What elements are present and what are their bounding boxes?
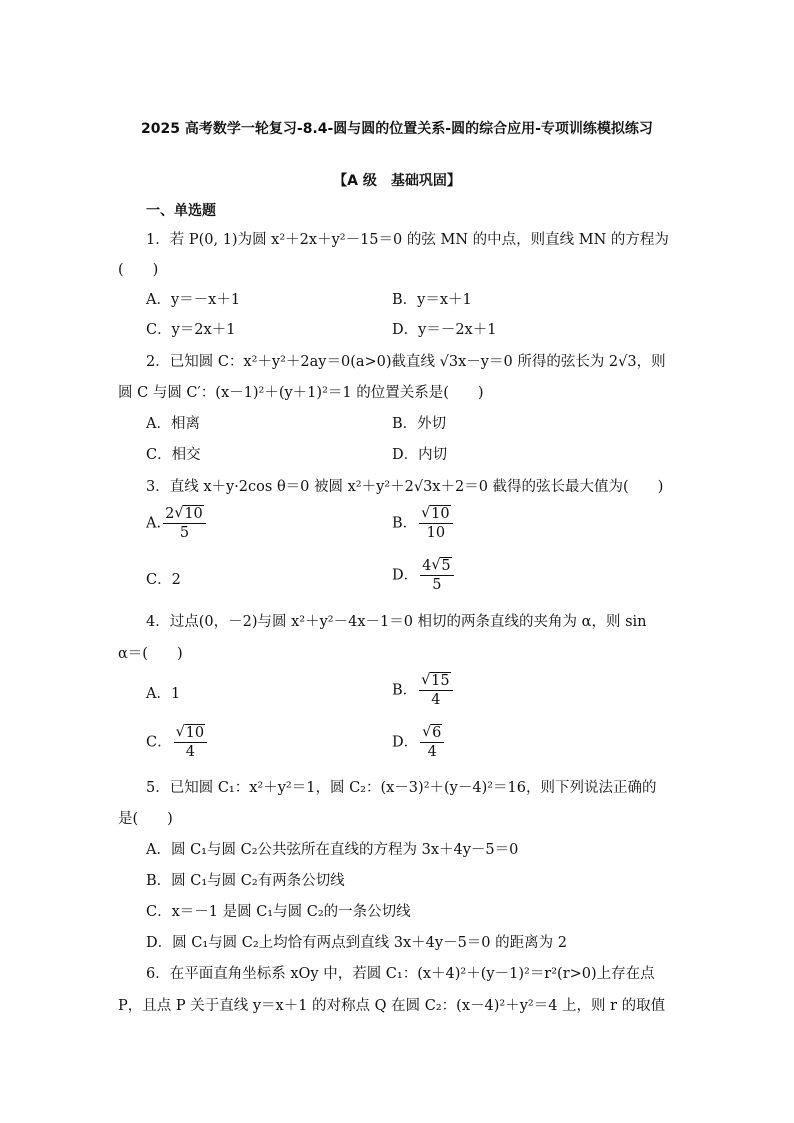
document-title: 2025 高考数学一轮复习-8.4-圆与圆的位置关系-圆的综合应用-专项训练模拟练习: [141, 121, 653, 137]
q4-option-d-fraction: √ $\frac{6}{4}$: [420, 724, 444, 761]
q4-option-a: A．1: [146, 686, 181, 702]
q3-option-b: [392, 505, 455, 542]
q3-option-a: [146, 505, 208, 542]
q4-option-c-label: C．: [146, 734, 172, 751]
q3-option-a-fraction: $\frac{2√ 10}{5}$: [163, 505, 206, 542]
q5-option-c: C．x＝－1 是圆 C₁与圆 C₂的一条公切线: [146, 904, 411, 920]
q3-option-d: [392, 557, 456, 594]
q2-option-d: D．内切: [392, 447, 448, 463]
q4-stem-line1: 4．过点(0，－2)与圆 x²＋y²－4x－1＝0 相切的两条直线的夹角为 α，则 sin: [146, 614, 647, 630]
q6-stem-line1: 6．在平面直角坐标系 xOy 中，若圆 C₁：(x＋4)²＋(y－1)²＝r²(r>0)上存在点: [146, 966, 655, 982]
q3-option-c: C．2: [146, 572, 181, 588]
q1-stem-line2: ( ): [118, 262, 159, 278]
q3-option-a-label: A.: [146, 515, 162, 532]
q1-option-a: A．y＝－x＋1: [146, 292, 241, 308]
q4-option-d-label: D．: [392, 734, 419, 751]
q1-option-b: B．y＝x＋1: [392, 292, 472, 308]
q2-option-c: C．相交: [146, 447, 201, 463]
q6-stem-line2: P，且点 P 关于直线 y＝x＋1 的对称点 Q 在圆 C₂：(x－4)²＋y²＝4 上，则 r 的取值: [118, 998, 666, 1014]
q4-option-c: [146, 724, 209, 761]
q1-option-d: D．y＝－2x＋1: [392, 322, 497, 338]
q5-option-a: A．圆 C₁与圆 C₂公共弦所在直线的方程为 3x＋4y－5＝0: [146, 842, 519, 858]
q4-option-d: [392, 724, 446, 761]
q4-option-c-fraction: √ $\frac{10}{4}$: [174, 724, 207, 761]
q2-stem-line2: 圆 C 与圆 C′：(x－1)²＋(y＋1)²＝1 的位置关系是( ): [118, 385, 484, 401]
section-heading: 一、单选题: [146, 203, 216, 219]
q1-option-c: C．y＝2x＋1: [146, 322, 236, 338]
q3-option-b-fraction: √ $\frac{10}{10}$: [419, 505, 452, 542]
q5-stem-line2: 是( ): [118, 811, 173, 827]
q2-option-a: A．相离: [146, 416, 200, 432]
q2-option-b: B．外切: [392, 416, 447, 432]
q3-option-d-label: D．: [392, 567, 419, 584]
q1-stem-line1: 1．若 P(0, 1)为圆 x²＋2x＋y²－15＝0 的弦 MN 的中点，则直线 MN 的方程为: [146, 232, 669, 248]
q5-option-b: B．圆 C₁与圆 C₂有两条公切线: [146, 873, 345, 889]
q4-option-b-fraction: √ $\frac{15}{4}$: [419, 672, 452, 709]
q4-option-b: [392, 672, 455, 709]
q4-option-b-label: B．: [392, 682, 418, 699]
level-heading: 【A 级 基础巩固】: [333, 173, 461, 189]
q3-option-d-fraction: $\frac{4√ 5}{5}$: [420, 557, 453, 594]
q3-option-b-label: B．: [392, 515, 418, 532]
q2-stem-line1: 2．已知圆 C：x²＋y²＋2ay＝0(a>0)截直线 √3x－y＝0 所得的弦长为 2√3，则: [146, 354, 666, 370]
q3-stem-line1: 3．直线 x＋y·2cos θ＝0 被圆 x²＋y²＋2√3x＋2＝0 截得的弦长最大值为( ): [146, 479, 664, 495]
q5-option-d: D．圆 C₁与圆 C₂上均恰有两点到直线 3x＋4y－5＝0 的距离为 2: [146, 935, 567, 951]
q4-stem-line2: α＝( ): [118, 646, 183, 662]
q5-stem-line1: 5．已知圆 C₁：x²＋y²＝1，圆 C₂：(x－3)²＋(y－4)²＝16，则下列说法正确的: [146, 780, 657, 796]
